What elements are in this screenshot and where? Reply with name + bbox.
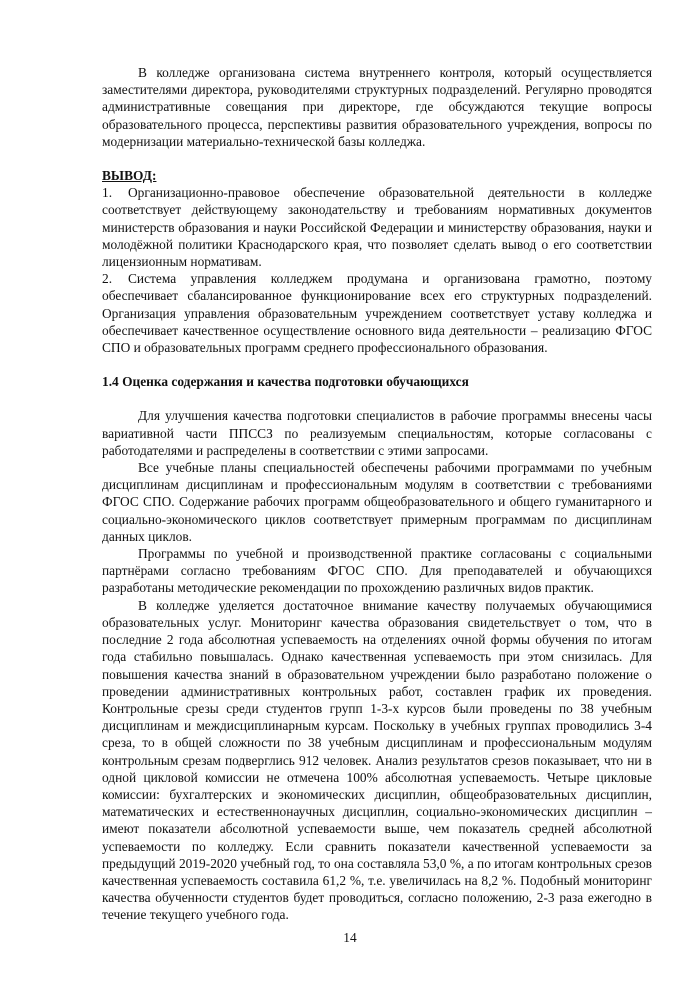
conclusion-item	[102, 270, 652, 356]
section-title: 1.4 Оценка содержания и качества подготовки обучающихся	[102, 374, 469, 390]
section-paragraph: Для улучшения качества подготовки специалистов в рабочие программы внесены часы вариативной части ППССЗ по реализуемым специальностям, которые согласованы с работодателями и распределены в соответствии с этими запросами.	[102, 408, 652, 458]
conclusion-item	[102, 184, 652, 270]
conclusion-heading: ВЫВОД:	[102, 168, 157, 184]
intro-paragraph: В колледже организована система внутреннего контроля, который осуществляется заместителями директора, руководителями структурных подразделений. Регулярно проводятся административные совещания при директоре, где обсуждаются текущие вопросы образовательного процесса, перспективы развития образовательного учреждения, вопросы по модернизации материально-технической базы колледжа.	[102, 65, 652, 149]
page-number: 14	[343, 930, 357, 945]
section-paragraph: Все учебные планы специальностей обеспечены рабочими программами по учебным дисциплинам дисциплинам и профессиональным модулям в соответствии с требованиями ФГОС СПО. Содержание рабочих программ общеобразовательного и общего гуманитарного и социально-экономического циклов соответствует примерным программам по дисциплинам данных циклов.	[102, 460, 652, 544]
list-text: Организационно-правовое обеспечение образовательной деятельности в колледже соответствует действующему законодательству и требованиям нормативных документов министерств образования и науки Российской Федерации и министерству образования, науки и молодёжной политики Краснодарского края, что позволяет сделать вывод о его соответствии лицензионным нормативам.	[102, 185, 652, 270]
list-text: Система управления колледжем продумана и организована грамотно, поэтому обеспечивает сбалансированное функционирование всех его структурных подразделений. Организация управления образовательным учреждением соответствует уставу колледжа и обеспечивает качественное осуществление основного вида деятельности – реализацию ФГОС СПО и образовательных программ среднего профессионального образования.	[102, 271, 652, 356]
section-paragraph: В колледже уделяется достаточное внимание качеству получаемых обучающимися образовательных услуг. Мониторинг качества образования свидетельствует о том, что в последние 2 года абсолютная успеваемость на отделениях очной формы обучения по итогам года стабильно повышалась. Однако качественная успеваемость при этом снизилась. Для повышения качества знаний в образовательном учреждении было разработано положение о проведении административных контрольных работ, составлен график их проведения. Контрольные срезы среди студентов групп 1-3-х курсов были проведены по 38 учебным дисциплинам и междисциплинарным курсам. Поскольку в учебных группах проводились 3-4 среза, то в общей сложности по 38 учебным дисциплинам и профессиональным модулям контрольным срезам подверглись 912 человек. Анализ результатов срезов показывает, что ни в одной цикловой комиссии не отмечена 100% абсолютная успеваемость. Четыре цикловые комиссии: бухгалтерских и экономических дисциплин, общеобразовательных дисциплин, математических и естественнонаучных дисциплин, социально-экономических дисциплин – имеют показатели абсолютной успеваемости выше, чем показатель средней абсолютной успеваемости по колледжу. Если сравнить показатели качественной успеваемости за предыдущий 2019-2020 учебный год, то она составляла 53,0 %, а по итогам контрольных срезов качественная успеваемость составила 61,2 %, т.е. увеличилась на 8,2 %. Подобный мониторинг качества обученности студентов будет проводиться, согласно положению, 2-3 раза ежегодно в течение текущего учебного года.	[102, 597, 652, 923]
section-paragraph: Программы по учебной и производственной практике согласованы с социальными партнёрами согласно требованиям ФГОС СПО. Для преподавателей и обучающихся разработаны методические рекомендации по прохождению различных видов практик.	[102, 546, 652, 596]
list-number: 2.	[102, 271, 113, 287]
list-number: 1.	[102, 185, 113, 201]
